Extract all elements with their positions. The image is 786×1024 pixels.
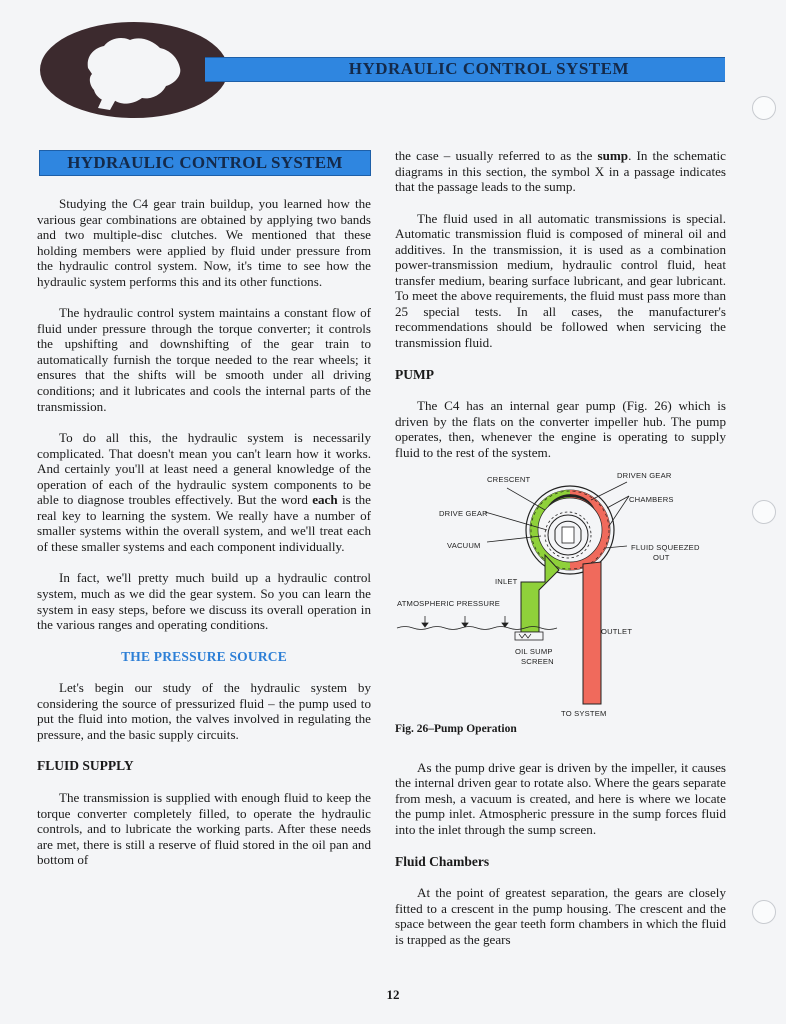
label-outlet: OUTLET bbox=[601, 627, 633, 637]
punch-hole-bottom bbox=[752, 900, 776, 924]
label-vacuum: VACUUM bbox=[447, 541, 481, 551]
punch-hole-top bbox=[752, 96, 776, 120]
label-oil-sump: OIL SUMP bbox=[515, 647, 553, 657]
punch-hole-middle bbox=[752, 500, 776, 524]
sump-paragraph: the case – usually referred to as the sump. In the schematic diagrams in this section, the symbol X in a passage indicates that the passage leads to the sump. bbox=[395, 148, 726, 195]
transmission-logo-oval bbox=[40, 22, 228, 118]
page-number: 12 bbox=[386, 987, 400, 1002]
section-title-box bbox=[39, 150, 371, 176]
figure-caption: Fig. 26–Pump Operation bbox=[395, 723, 517, 736]
label-drive-gear: DRIVE GEAR bbox=[439, 509, 488, 519]
section-title: HYDRAULIC CONTROL SYSTEM bbox=[67, 153, 343, 172]
label-atmospheric-pressure: ATMOSPHERIC PRESSURE bbox=[397, 599, 501, 609]
complexity-paragraph: To do all this, the hydraulic system is necessarily complicated. That doesn't mean you can't learn how it works. And certainly you'll at least need a general knowledge of the operation of each of the hydraulic system components to be able to diagnose troubles effectively. But the word each is the real key to learning the system. We really have a number of smaller systems within the overall system, and we'll treat each of these smaller systems and each component individually. bbox=[37, 430, 371, 554]
fluid-chambers-heading: Fluid Chambers bbox=[395, 853, 490, 869]
label-fluid-squeezed: FLUID SQUEEZED bbox=[631, 543, 700, 553]
label-oil-sump-screen: SCREEN bbox=[521, 657, 554, 667]
right-column bbox=[395, 148, 726, 963]
after-figure-paragraph: As the pump drive gear is driven by the impeller, it causes the internal driven gear to rotate also. Where the gears separate from mesh, a vacuum is created, and here is where we locate the pump inlet. Atmospheric pressure in the sump forces fluid into the inlet through the sump screen. bbox=[395, 759, 726, 838]
build-up-paragraph: In fact, we'll pretty much build up a hydraulic control system, much as we did the gear system. So you can learn the system in easy steps, before we discuss its overall operation in the various ranges and operating conditions. bbox=[37, 570, 371, 633]
fluid-supply-heading: FLUID SUPPLY bbox=[37, 758, 134, 774]
left-column bbox=[37, 150, 371, 884]
fluid-supply-paragraph: The transmission is supplied with enough fluid to keep the torque converter completely filled, to operate the hydraulic controls, and to lubricate the working parts. After these needs are met, there is still a reserve of fluid stored in the oil pan and bottom of bbox=[37, 789, 371, 868]
header-bar bbox=[205, 57, 725, 82]
label-to-system: TO SYSTEM bbox=[561, 709, 607, 719]
label-inlet: INLET bbox=[495, 577, 518, 587]
intro-paragraph: Studying the C4 gear train buildup, you learned how the various gear combinations are obtained by applying two bands and two multiple-disc clutches. We mentioned that these holding members were applied by fluid under pressure from the hydraulic control system. Now, it's time to see how the hydraulic system performs this and its other functions. bbox=[37, 196, 371, 289]
fluid-paragraph: The fluid used in all automatic transmissions is special. Automatic transmission fluid is composed of mineral oil and additives. In the transmission, it is used as a combination power-transmission medium, hydraulic control fluid, heat transfer medium, bearing surface lubricant, and gear lubricant. To meet the above requirements, the fluid must pass more than 25 special tests. In all cases, the manufacturer's recommendations should be followed when servicing the transmission fluid. bbox=[395, 210, 726, 351]
pressure-source-heading: THE PRESSURE SOURCE bbox=[121, 648, 287, 664]
label-crescent: CRESCENT bbox=[487, 475, 531, 485]
pump-diagram bbox=[395, 470, 726, 719]
transmission-silhouette-icon bbox=[70, 26, 200, 116]
header-title: HYDRAULIC CONTROL SYSTEM bbox=[348, 59, 629, 78]
label-fluid-squeezed-out: OUT bbox=[653, 553, 670, 563]
pump-paragraph: The C4 has an internal gear pump (Fig. 26) which is driven by the flats on the converter impeller hub. The pump operates, then, whenever the engine is operating to supply fluid to the rest of the system. bbox=[395, 398, 726, 460]
control-system-paragraph: The hydraulic control system maintains a constant flow of fluid under pressure through the torque converter; it controls the upshifting and downshifting of the gear train to automatically furnish the torque needed to the rear wheels; it ensures that the shifts will be smooth under all driving conditions; and it lubricates and cools the internal parts of the transmission. bbox=[37, 305, 371, 414]
label-driven-gear: DRIVEN GEAR bbox=[617, 471, 672, 481]
pressure-source-paragraph: Let's begin our study of the hydraulic system by considering the source of pressurized fluid – the pump used to put the fluid into motion, the valves involved in regulating the pressure, and the basic supply circuits. bbox=[37, 680, 371, 742]
fluid-chambers-paragraph: At the point of greatest separation, the gears are closely fitted to a crescent in the pump housing. The crescent and the space between the gear teeth form chambers in which the fluid is trapped as the gears bbox=[395, 885, 726, 947]
label-chambers: CHAMBERS bbox=[629, 495, 674, 505]
pump-heading: PUMP bbox=[395, 366, 434, 382]
